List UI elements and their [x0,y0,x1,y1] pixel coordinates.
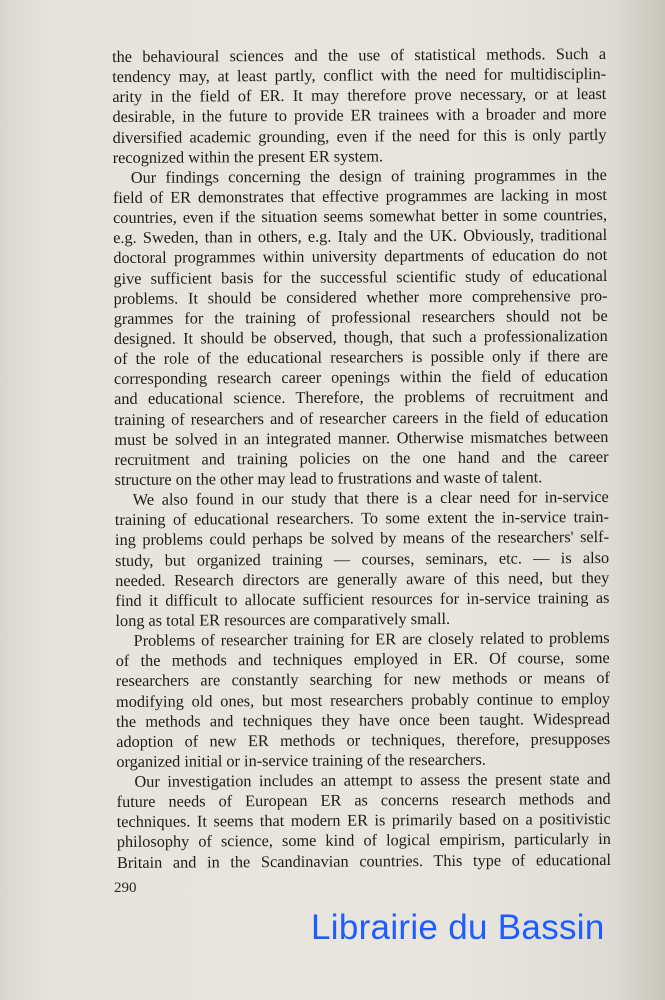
text-line: future needs of European ER as concerns research methods and [116,789,611,812]
body-text [112,44,611,873]
text-line: designed. It should be observed, though, that such a professionalization [113,325,608,348]
text-line: tendency may, at least partly, conflict with the need for multidisciplin- [112,64,607,87]
text-line: find it difficult to allocate sufficient resources for in-service training as [115,587,610,610]
text-line: corresponding research career openings within the field of education [113,366,609,389]
text-line: Britain and in the Scandinavian countries. This type of educational [116,849,612,872]
text-line: problems. It should be considered whether more comprehensive pro- [113,285,608,308]
text-line: long as total ER resources are comparatively small. [115,608,451,630]
page-number: 290 [114,880,137,896]
text-line: techniques. It seems that modern ER is primarily based on a positivistic [116,809,611,832]
text-line: training of educational researchers. To some extent the in-service train- [114,507,609,530]
text-line: of the methods and techniques employed in ER. Of course, some [115,648,610,671]
text-line: training of researchers and of researcher careers in the field of education [114,406,609,429]
paragraph [116,628,611,772]
text-line: the behavioural sciences and the use of statistical methods. Such a [112,43,607,66]
text-line: the methods and techniques they have once been taught. Widespread [116,708,611,731]
text-line: and educational science. Therefore, the problems of recruitment and [114,386,609,409]
text-line: must be solved in an integrated manner. Otherwise mismatches between [114,426,609,449]
text-line: Our investigation includes an attempt to assess the present state and [134,769,611,791]
paragraph [112,44,607,168]
paragraph [115,487,610,631]
text-line: ing problems could perhaps be solved by means of the researchers' self- [114,527,610,550]
text-line: researchers are constantly searching for new methods or means of [115,668,610,691]
text-line: diversified academic grounding, even if the need for this is only partly [112,124,607,147]
text-line: Problems of researcher training for ER are closely related to problems [133,628,610,650]
text-line: arity in the field of ER. It may therefore prove necessary, or at least [112,84,607,107]
text-line: desirable, in the future to provide ER trainees with a broader and more [112,104,607,127]
watermark: Librairie du Bassin [311,908,605,947]
paragraph [113,165,609,490]
text-line: philosophy of science, some kind of logical empirism, particularly in [116,829,611,852]
text-line: Our findings concerning the design of training programmes in the [130,164,607,187]
text-line: adoption of new ER methods or techniques, therefore, presupposes [116,728,611,751]
text-line: e.g. Sweden, than in others, e.g. Italy and the UK. Obviously, traditional [113,225,608,248]
text-line: grammes for the training of professional researchers should not be [113,305,608,328]
text-line: recognized within the present ER system. [112,146,384,167]
text-line: organized initial or in-service training of the researchers. [116,749,486,771]
text-line: field of ER demonstrates that effective programmes are lacking in most [112,184,607,207]
text-line: needed. Research directors are generally aware of this need, but they [115,567,610,590]
text-line: structure on the other may lead to frustrations and waste of talent. [114,467,543,489]
text-line: of the role of the educational researchers is possible only if there are [113,346,608,369]
text-line: modifying old ones, but most researchers probably continue to employ [115,688,611,711]
text-line: doctoral programmes within university departments of education do not [113,245,608,268]
text-line: countries, even if the situation seems somewhat better in some countries, [112,205,608,228]
paragraph [116,769,611,873]
text-line: We also found in our study that there is a clear need for in-service [132,487,609,509]
text-line: study, but organized training — courses, seminars, etc. — is also [115,547,610,570]
text-line: give sufficient basis for the successful scientific study of educational [113,265,608,288]
text-line: recruitment and training policies on the one hand and the career [114,446,609,469]
